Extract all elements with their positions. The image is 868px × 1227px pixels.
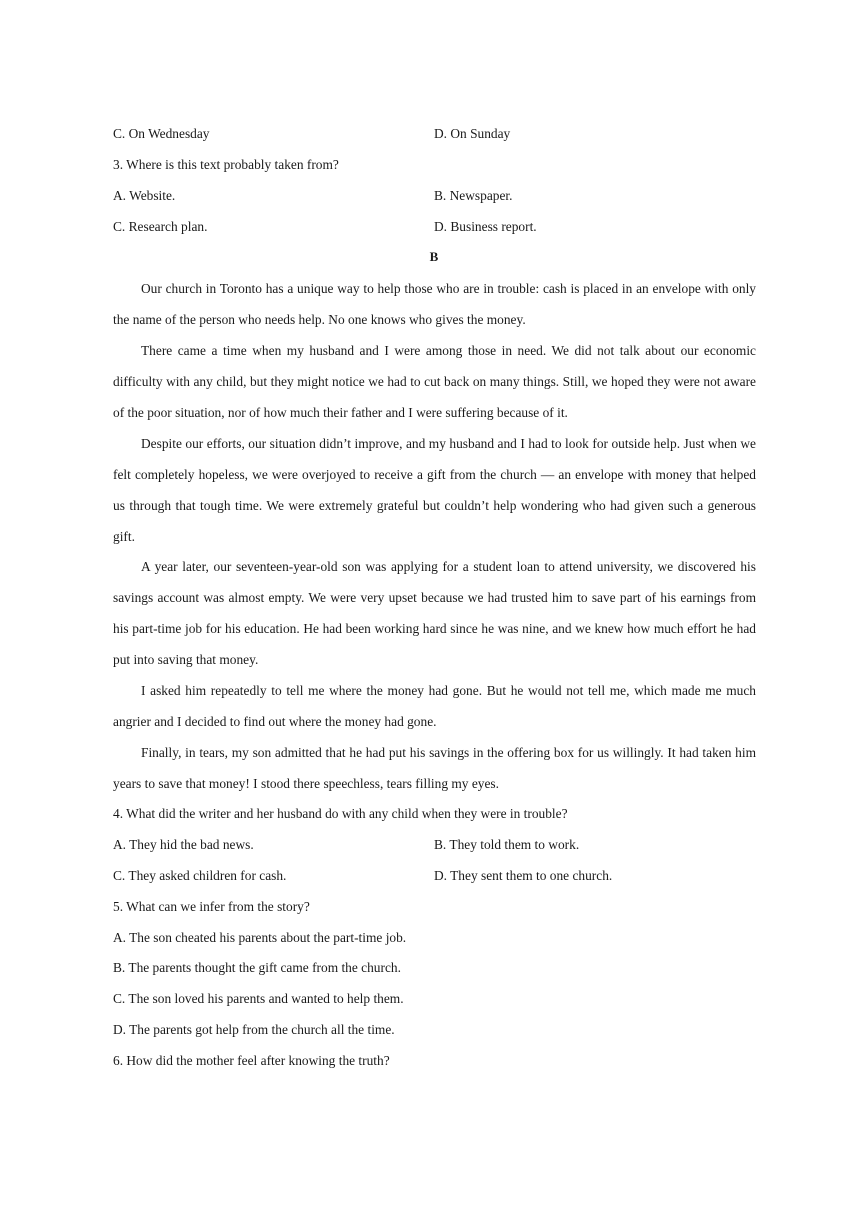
passage-paragraph-5: I asked him repeatedly to tell me where the money had gone. But he would not tell me, which made me much angrier and I decided to find out where the money had gone. [113, 683, 756, 729]
q4-option-d: D. They sent them to one church. [434, 868, 613, 883]
passage-paragraph-1: Our church in Toronto has a unique way to help those who are in trouble: cash is placed in an envelope with only the name of the person who needs help. No one knows who gives the money. [113, 281, 756, 327]
q4-option-c: C. They asked children for cash. [113, 868, 287, 883]
q4-option-b: B. They told them to work. [434, 837, 580, 852]
q4-option-a: A. They hid the bad news. [113, 837, 254, 852]
q5-option-b: B. The parents thought the gift came from the church. [113, 960, 401, 975]
q5-option-c: C. The son loved his parents and wanted to help them. [113, 991, 404, 1006]
passage-paragraph-2: There came a time when my husband and I were among those in need. We did not talk about our economic difficulty with any child, but they might notice we had to cut back on many things. Still, we hoped they were not aware of the poor situation, nor of how much their father and I were suffering because of it. [113, 343, 756, 420]
passage-paragraph-6: Finally, in tears, my son admitted that he had put his savings in the offering box for us willingly. It had taken him years to save that money! I stood there speechless, tears filling my eyes. [113, 745, 756, 791]
q3-option-c: C. Research plan. [113, 219, 208, 234]
q4-stem: 4. What did the writer and her husband do with any child when they were in trouble? [113, 806, 568, 821]
q5-stem: 5. What can we infer from the story? [113, 899, 310, 914]
q2-option-d: D. On Sunday [434, 126, 511, 141]
q5-option-d: D. The parents got help from the church all the time. [113, 1022, 395, 1037]
q3-stem: 3. Where is this text probably taken from? [113, 157, 339, 172]
q3-option-a: A. Website. [113, 188, 176, 203]
q6-stem: 6. How did the mother feel after knowing the truth? [113, 1053, 390, 1068]
q2-option-c: C. On Wednesday [113, 126, 210, 141]
q5-option-a: A. The son cheated his parents about the part-time job. [113, 930, 407, 945]
section-heading: B [429, 249, 439, 264]
q3-option-b: B. Newspaper. [434, 188, 513, 203]
passage-paragraph-4: A year later, our seventeen-year-old son was applying for a student loan to attend university, we discovered his savings account was almost empty. We were very upset because we had trusted him to save part of his earnings from his part-time job for his education. He had been working hard since he was nine, and we knew how much effort he had put into saving that money. [113, 559, 756, 667]
q3-option-d: D. Business report. [434, 219, 537, 234]
passage-paragraph-3: Despite our efforts, our situation didn’t improve, and my husband and I had to look for outside help. Just when we felt completely hopeless, we were overjoyed to receive a gift from the church — an envelope with money that helped us through that tough time. We were extremely grateful but couldn’t help wondering who had given such a generous gift. [113, 436, 756, 544]
